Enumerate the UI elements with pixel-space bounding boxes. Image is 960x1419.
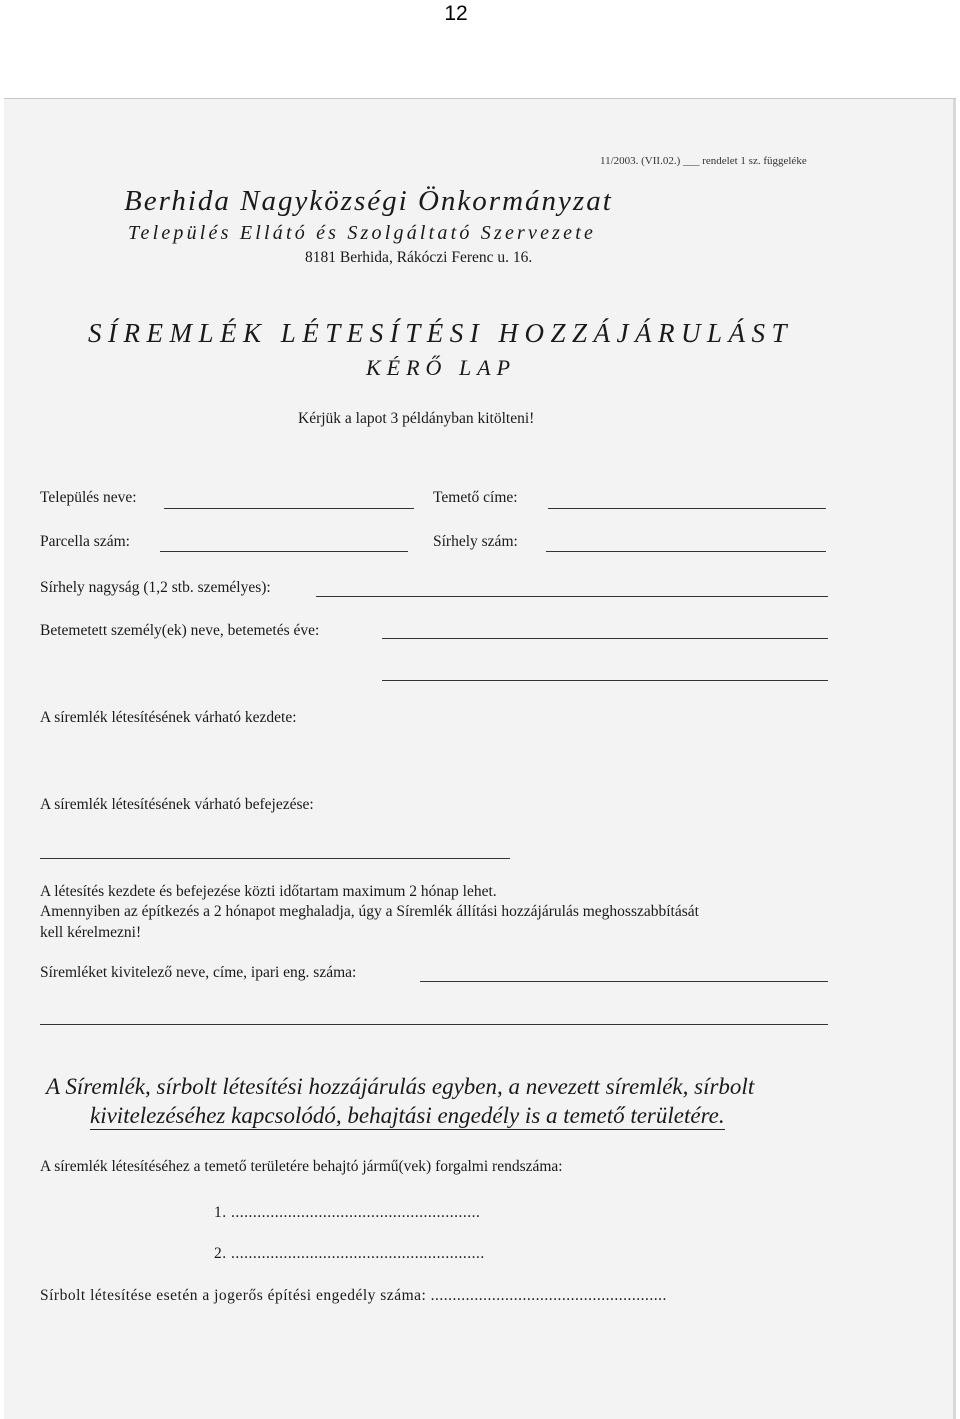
permit-statement: A Síremlék, sírbolt létesítési hozzájárulás egyben, a nevezett síremlék, sírbolt bbox=[46, 1074, 755, 1099]
duration-note: A létesítés kezdete és befejezése közti időtartam maximum 2 hónap lehet. bbox=[40, 883, 497, 900]
telepules-label: Település neve: bbox=[40, 489, 137, 506]
kivitelezo-field[interactable] bbox=[420, 981, 828, 982]
betemetett-field-2[interactable] bbox=[382, 680, 828, 681]
decree-reference: 11/2003. (VII.02.) ___ rendelet 1 sz. függeléke bbox=[600, 155, 807, 167]
betemetett-field[interactable] bbox=[382, 638, 828, 639]
organization-unit: Település Ellátó és Szolgáltató Szervezete bbox=[128, 222, 597, 244]
nagysag-field[interactable] bbox=[316, 596, 828, 597]
telepules-field[interactable] bbox=[164, 508, 414, 509]
form-title: SÍREMLÉK LÉTESÍTÉSI HOZZÁJÁRULÁST bbox=[88, 318, 794, 348]
temeto-label: Temető címe: bbox=[433, 489, 518, 506]
kivitelezo-field-2[interactable] bbox=[40, 1024, 828, 1025]
parcella-label: Parcella szám: bbox=[40, 533, 130, 550]
kivitelezo-label: Síremléket kivitelező neve, címe, ipari eng. száma: bbox=[40, 964, 357, 981]
vehicle-plate-2[interactable]: 2. .......................................................... bbox=[214, 1245, 485, 1262]
extension-note: Amennyiben az építkezés a 2 hónapot meghaladja, úgy a Síremlék állítási hozzájárulás meghosszabbítását bbox=[40, 903, 699, 920]
betemetett-label: Betemetett személy(ek) neve, betemetés éve: bbox=[40, 622, 320, 639]
permit-statement-2 bbox=[90, 1103, 725, 1129]
befejezese-label: A síremlék létesítésének várható befejezése: bbox=[40, 796, 314, 813]
extension-note-2: kell kérelmezni! bbox=[40, 924, 142, 941]
kezdete-label: A síremlék létesítésének várható kezdete: bbox=[40, 709, 297, 726]
building-permit-number[interactable]: Sírbolt létesítése esetén a jogerős építési engedély száma: ...................................................... bbox=[40, 1287, 667, 1304]
temeto-field[interactable] bbox=[548, 508, 826, 509]
organization-address: 8181 Berhida, Rákóczi Ferenc u. 16. bbox=[305, 249, 533, 266]
parcella-field[interactable] bbox=[160, 551, 408, 552]
form-subtitle: KÉRŐ LAP bbox=[366, 355, 517, 380]
sirhely-field[interactable] bbox=[546, 551, 826, 552]
vehicles-label: A síremlék létesítéséhez a temető területére behajtó jármű(vek) forgalmi rendszáma: bbox=[40, 1158, 563, 1175]
organization-name: Berhida Nagyközségi Önkormányzat bbox=[124, 185, 613, 217]
instruction-text: Kérjük a lapot 3 példányban kitölteni! bbox=[298, 410, 535, 427]
befejezese-field[interactable] bbox=[40, 858, 510, 859]
vehicle-plate-1[interactable]: 1. ......................................................... bbox=[214, 1204, 481, 1221]
page-number: 12 bbox=[444, 2, 468, 25]
permit-statement-text: kivitelezéséhez kapcsolódó, behajtási engedély is a temető területére. bbox=[90, 1103, 725, 1128]
nagysag-label: Sírhely nagyság (1,2 stb. személyes): bbox=[40, 579, 271, 596]
sirhely-label: Sírhely szám: bbox=[433, 533, 518, 550]
